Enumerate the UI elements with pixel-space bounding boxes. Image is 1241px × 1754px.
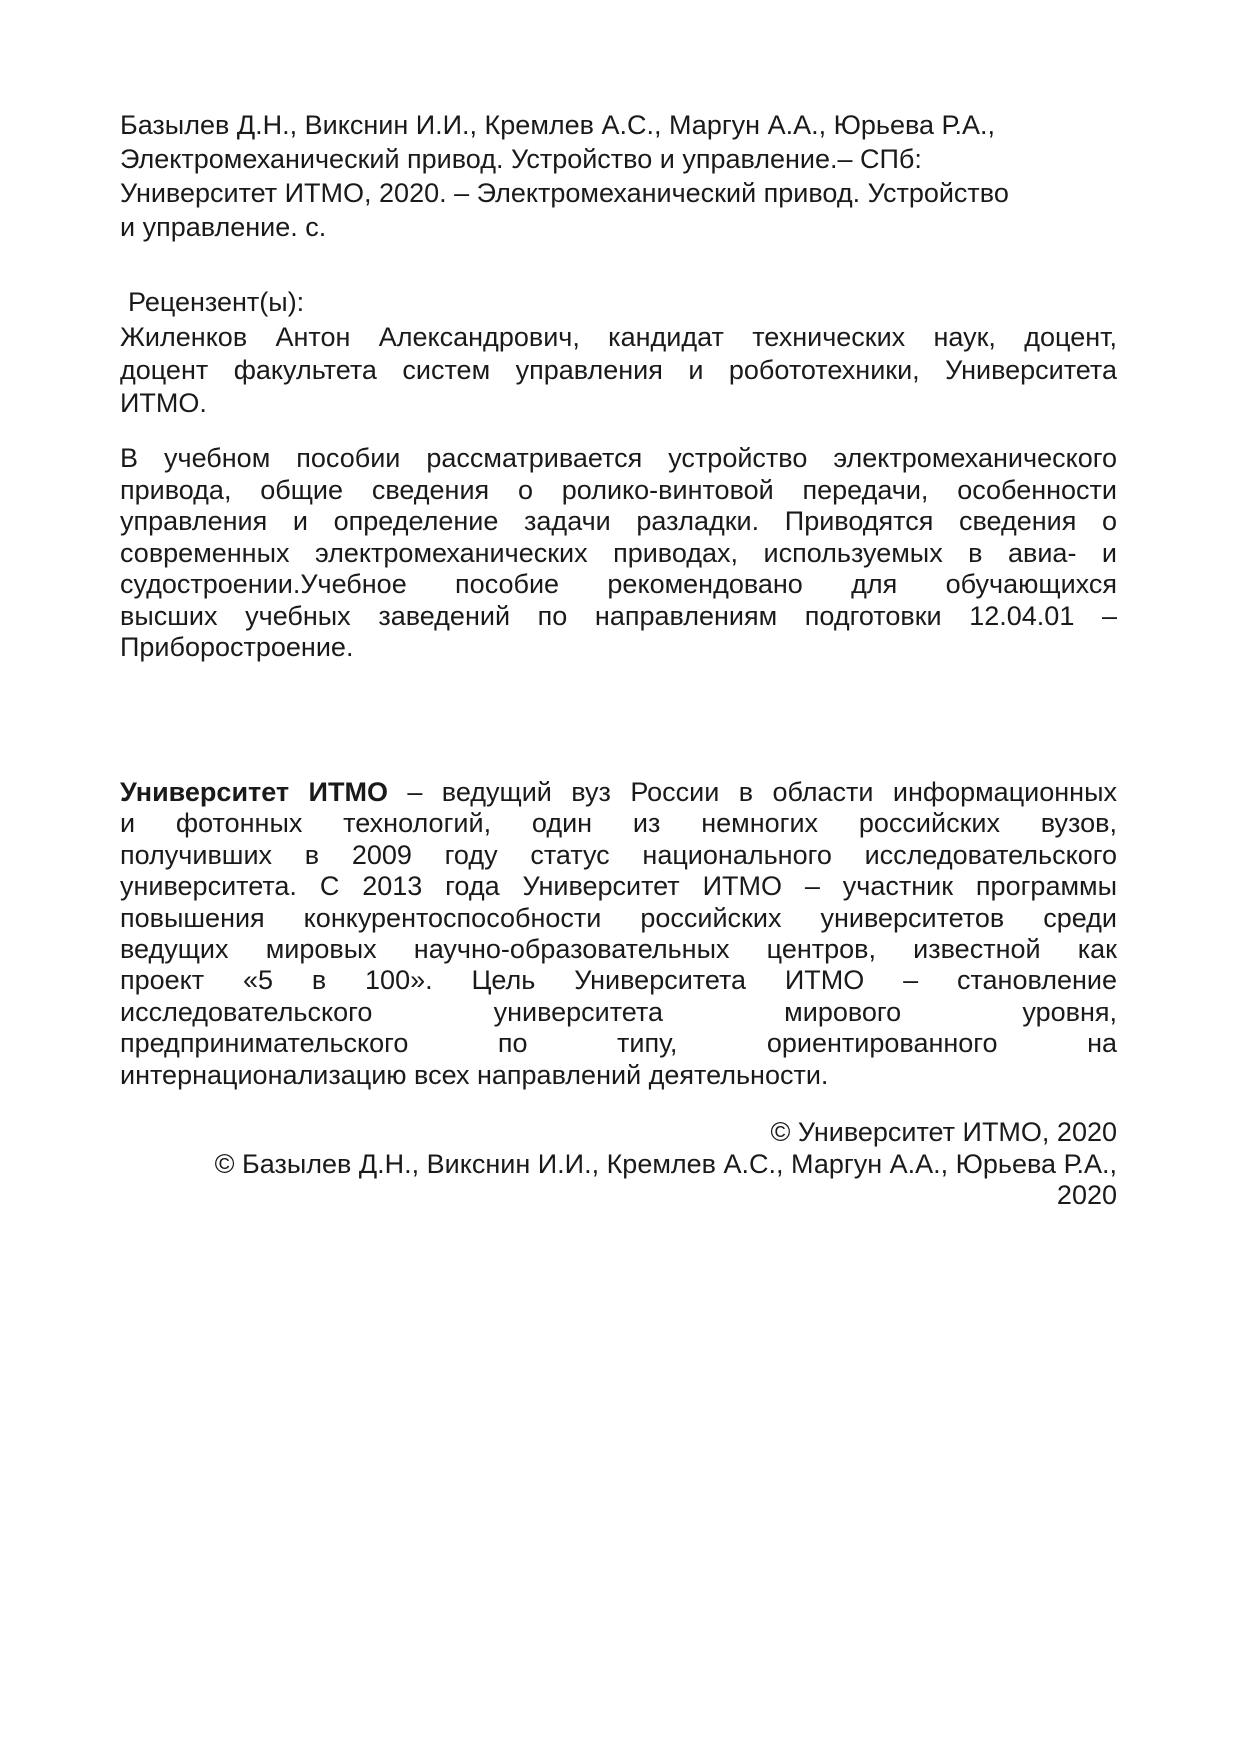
citation-line: Университет ИТМО, 2020. – Электромеханический привод. Устройство (120, 178, 1009, 208)
citation-line: Электромеханический привод. Устройство и управление.– СПб: (120, 144, 922, 174)
university-name: Университет ИТМО (120, 777, 388, 807)
university-line: получивших в 2009 году статус национального исследовательского (120, 839, 1117, 870)
citation-line: Базылев Д.Н., Викснин И.И., Кремлев А.С., Маргун А.А., Юрьева Р.А., (120, 110, 995, 140)
citation-line: и управление. с. (120, 212, 327, 242)
university-line-rest: – ведущий вуз России в области информационных (387, 777, 1117, 807)
reviewer-line: Жиленков Антон Александрович, кандидат технических наук, доцент, (120, 322, 1117, 352)
university-line: университета. С 2013 года Университет ИТМО – участник программы (120, 871, 1117, 902)
university-line: повышения конкурентоспособности российских университетов среди (120, 902, 1117, 933)
abstract-line: Приборостроение. (120, 632, 354, 662)
abstract-line: управления и определение задачи разладки. Приводятся сведения о (120, 506, 1117, 536)
abstract (120, 443, 1117, 664)
university-line: ведущих мировых научно-образовательных центров, известной как (120, 933, 1117, 964)
reviewer-line: ИТМО. (120, 388, 207, 418)
abstract-line: В учебном пособии рассматривается устройство электромеханического (120, 443, 1117, 473)
university-line: интернационализацию всех направлений деятельности. (120, 1059, 829, 1090)
university-line (120, 777, 1117, 808)
reviewers (120, 321, 1117, 420)
citation (120, 109, 1117, 244)
university-line: проект «5 в 100». Цель Университета ИТМО – становление (120, 965, 1117, 996)
university-line: исследовательского университета мирового уровня, (120, 996, 1117, 1027)
copyright-line: © Базылев Д.Н., Викснин И.И., Кремлев А.С., Маргун А.А., Юрьева Р.А., (214, 1148, 1117, 1179)
university-line: и фотонных технологий, один из немногих российских вузов, (120, 808, 1117, 839)
reviewer-line: доцент факультета систем управления и робототехники, Университета (120, 355, 1117, 385)
reviewers-heading-text: Рецензент(ы): (128, 287, 305, 317)
copyright-line: 2020 (1056, 1180, 1117, 1210)
abstract-line: современных электромеханических приводах, используемых в авиа- и (120, 537, 1117, 568)
abstract-line: привода, общие сведения о ролико-винтовой передачи, особенности (120, 474, 1117, 505)
university-line: предпринимательского по типу, ориентированного на (120, 1028, 1117, 1059)
copyright-line: © Университет ИТМО, 2020 (770, 1117, 1117, 1147)
abstract-line: судостроении.Учебное пособие рекомендовано для обучающихся (120, 569, 1117, 599)
reviewers-heading (128, 286, 1125, 319)
copyright (120, 1117, 1117, 1212)
abstract-line: высших учебных заведений по направлениям подготовки 12.04.01 – (120, 600, 1117, 631)
university-description (120, 777, 1117, 1091)
